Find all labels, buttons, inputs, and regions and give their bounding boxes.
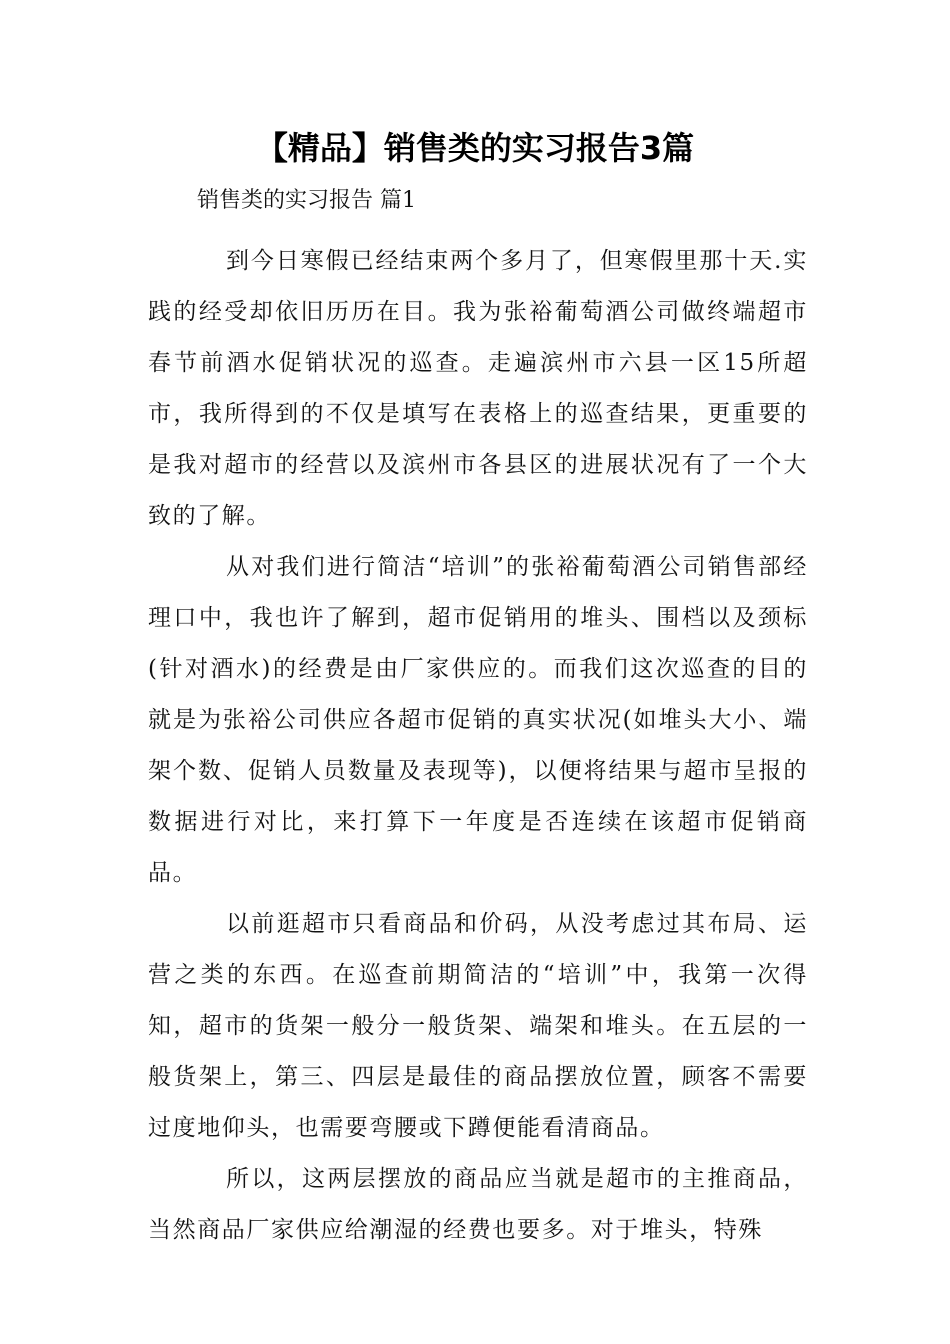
paragraph-3: 以前逛超市只看商品和价码，从没考虑过其布局、运营之类的东西。在巡查前期简洁的“培训”中，我第一次得知，超市的货架一般分一般货架、端架和堆头。在五层的一般货架上，第三、四层是最佳的商品摆放位置，顾客不需要过度地仰头，也需要弯腰或下蹲便能看清商品。 (148, 911, 808, 1141)
paragraph-2: 从对我们进行简洁“培训”的张裕葡萄酒公司销售部经理口中，我也许了解到，超市促销用的堆头、围档以及颈标(针对酒水)的经费是由厂家供应的。而我们这次巡查的目的就是为张裕公司供应各超市促销的真实状况(如堆头大小、端架个数、促销人员数量及表现等)，以便将结果与超市呈报的数据进行对比，来打算下一年度是否连续在该超市促销商品。 (148, 554, 808, 886)
document-body (148, 236, 808, 1256)
section-heading: 销售类的实习报告 篇1 (197, 188, 416, 213)
paragraph-4: 所以，这两层摆放的商品应当就是超市的主推商品，当然商品厂家供应给潮湿的经费也要多。对于堆头，特殊 (148, 1166, 808, 1243)
document-title: 【精品】销售类的实习报告3篇 (255, 129, 695, 167)
paragraph-1: 到今日寒假已经结束两个多月了，但寒假里那十天.实践的经受却依旧历历在目。我为张裕葡萄酒公司做终端超市春节前酒水促销状况的巡查。走遍滨州市六县一区15所超市，我所得到的不仅是填写在表格上的巡查结果，更重要的是我对超市的经营以及滨州市各县区的进展状况有了一个大致的了解。 (148, 248, 808, 529)
